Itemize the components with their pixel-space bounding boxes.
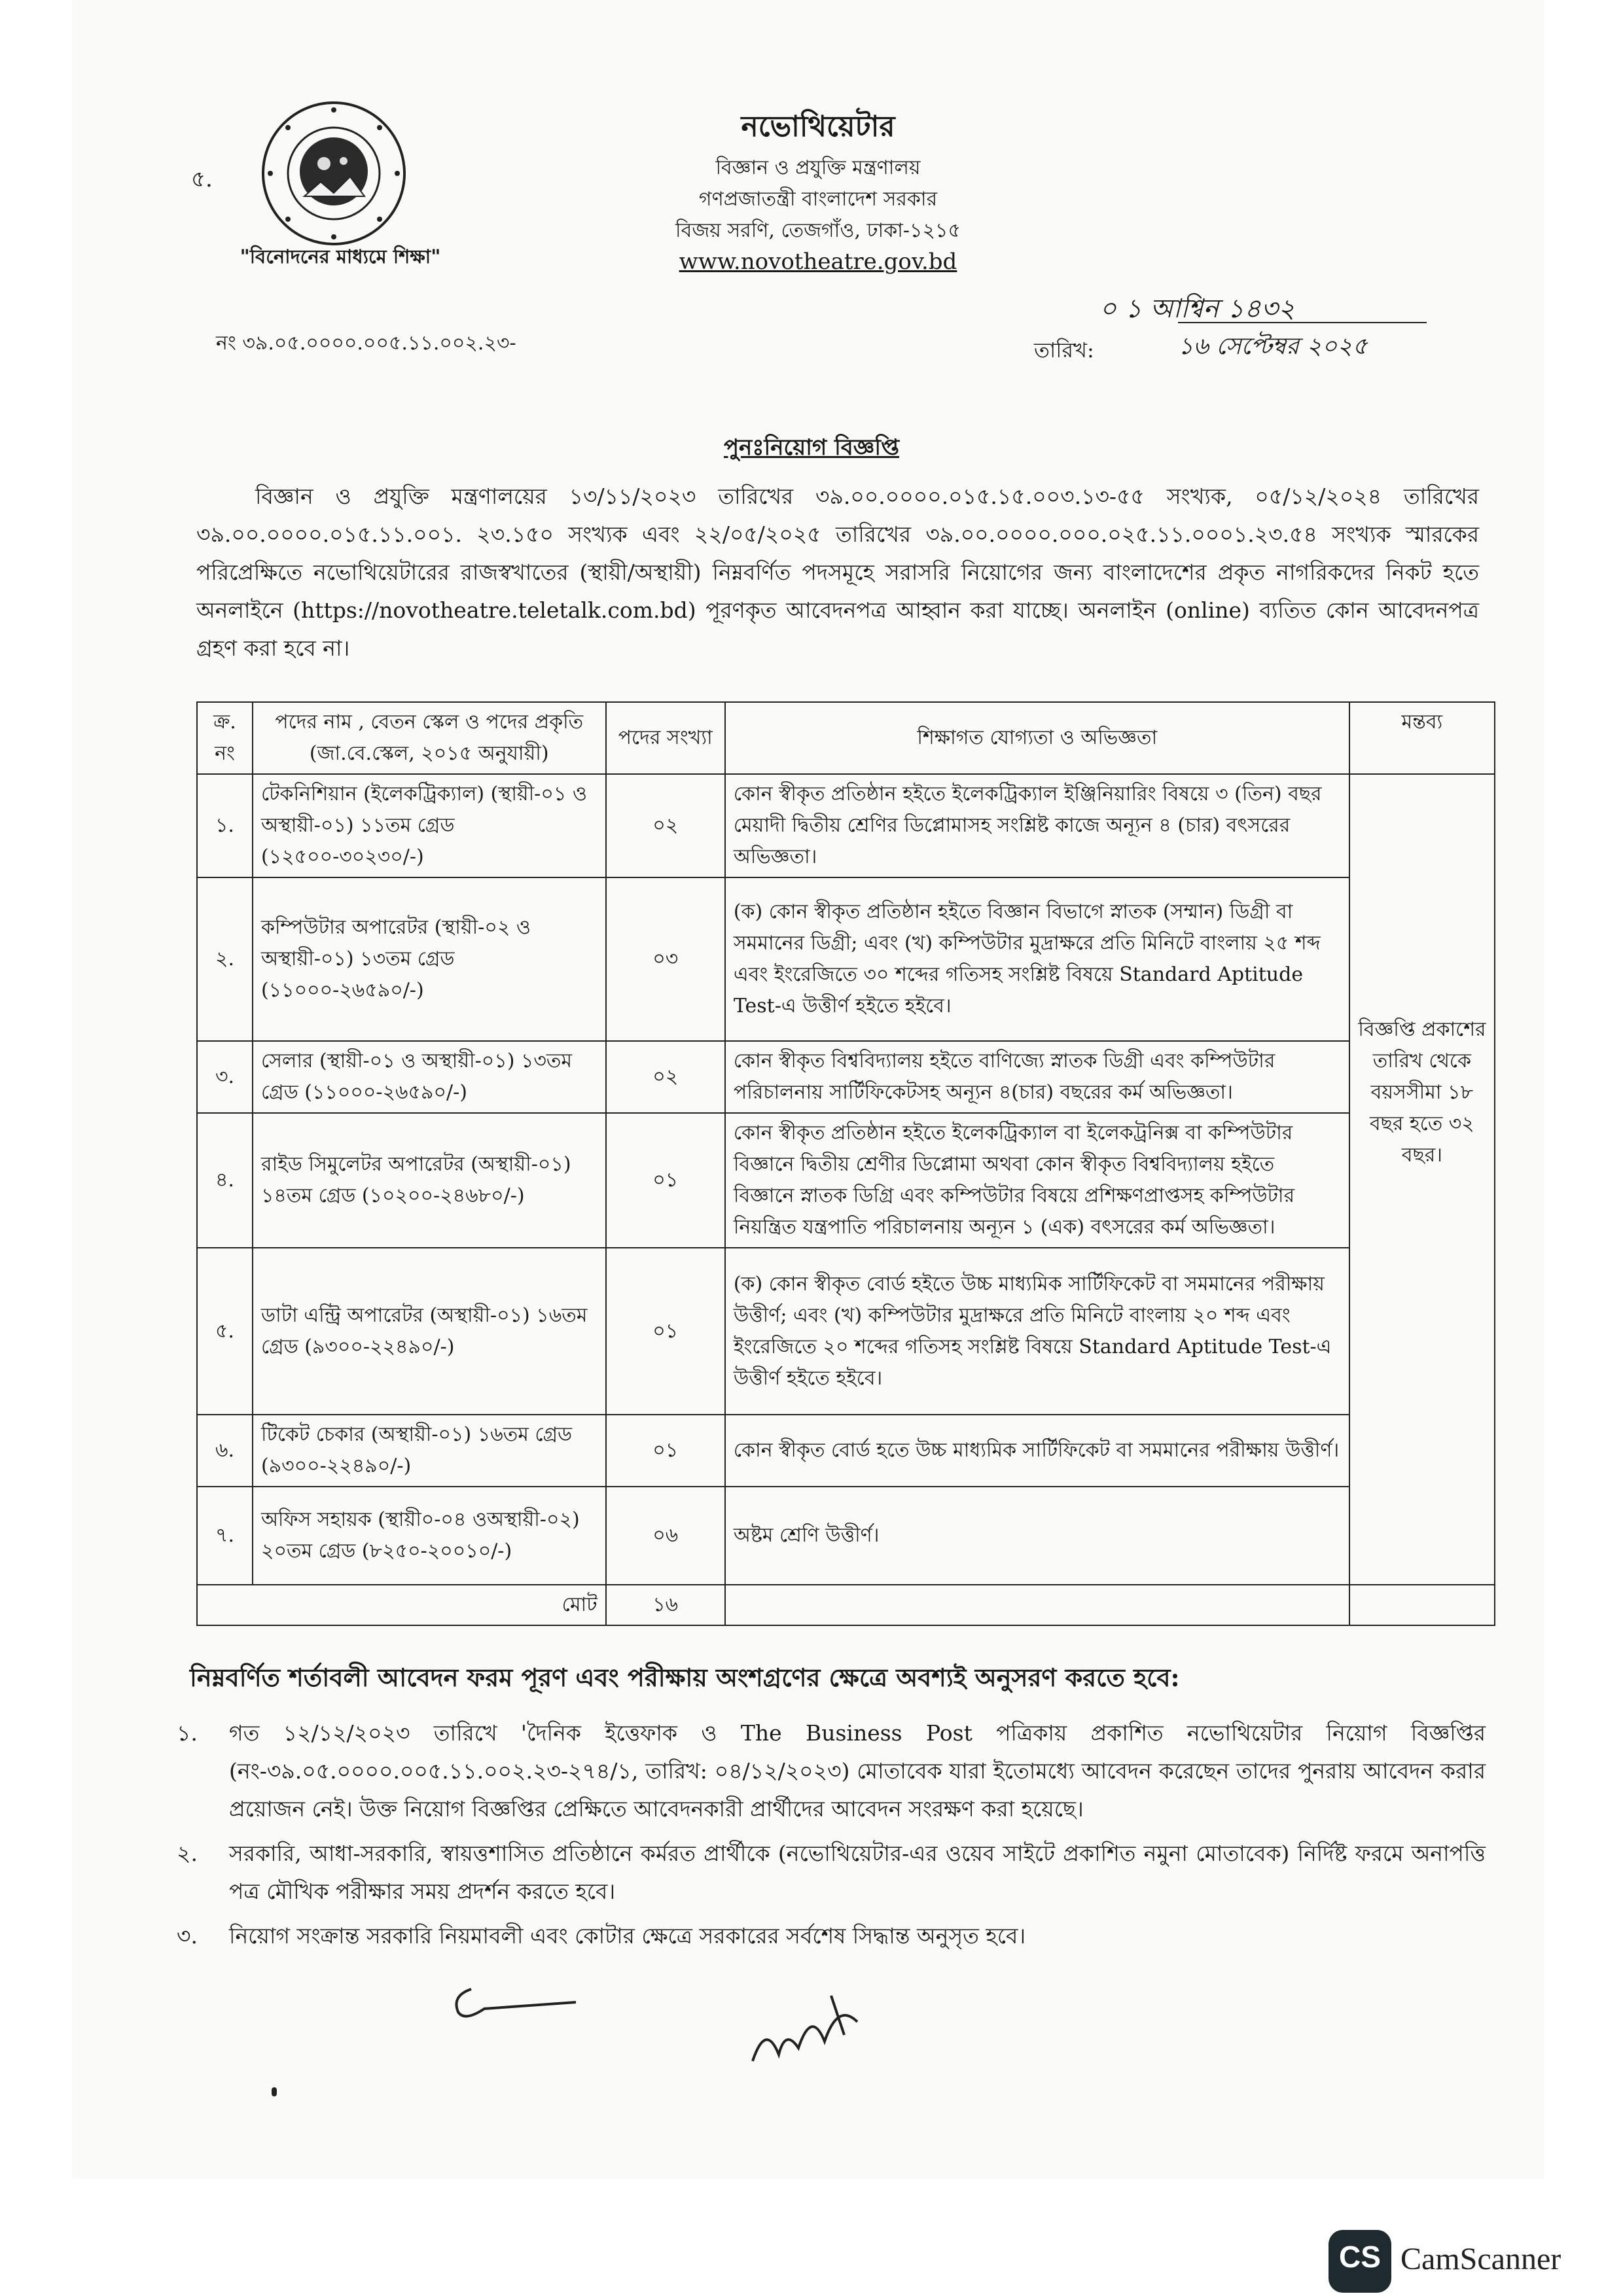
remark-cell	[1349, 774, 1495, 1585]
condition-text: নিয়োগ সংক্রান্ত সরকারি নিয়মাবলী এবং কোটার ক্ষেত্রে সরকারের সর্বশেষ সিদ্ধান্ত অনুসৃত হবে।	[229, 1923, 1026, 1949]
condition-text: সরকারি, আধা-সরকারি, স্বায়ত্তশাসিত প্রতিষ্ঠানে কর্মরত প্রার্থীকে (নভোথিয়েটার-এর ওয়েব সাইটে প্রকাশিত নমুনা মোতাবেক) নির্দিষ্ট ফরমে অনাপত্তি পত্র মৌখিক পরীক্ষার সময় প্রদর্শন করতে হবে।	[229, 1841, 1486, 1904]
remark-text: বিজ্ঞপ্তি প্রকাশের তারিখ থেকে বয়সসীমা ১৮ বছর হতে ৩২ বছর।	[1358, 1018, 1486, 1167]
address: বিজয় সরণি, তেজগাঁও, ঢাকা-১২১৫	[675, 219, 961, 242]
date-label: তারিখ:	[1034, 338, 1094, 362]
date-block	[1034, 288, 1427, 380]
org-name: নভোথিয়েটার	[741, 110, 895, 143]
date-english: ১৬ সেপ্টেম্বর ২০২৫	[1178, 333, 1368, 360]
table-row	[197, 1113, 1495, 1248]
row-post-name: টিকেট চেকার (অস্থায়ী-০১) ১৬তম গ্রেড (৯৩০০-২২৪৯০/-)	[253, 1415, 606, 1487]
motto: "বিনোদনের মাধ্যমে শিক্ষা"	[240, 245, 441, 268]
condition-item	[177, 1917, 1486, 1955]
row-qualification: (ক) কোন স্বীকৃত প্রতিষ্ঠান হইতে বিজ্ঞান বিভাগে স্নাতক (সম্মান) ডিগ্রী বা সমমানের ডিগ্রী; এবং (খ) কম্পিউটার মুদ্রাক্ষরে প্রতি মিনিটে বাংলায় ২৫ শব্দ এবং ইংরেজিতে ৩০ শব্দের গতিসহ সংশ্লিষ্ট বিষয়ে Standard Aptitude Test-এ উত্তীর্ণ হইতে হইবে।	[725, 877, 1349, 1041]
notice-title: পুনঃনিয়োগ বিজ্ঞপ্তি	[723, 434, 900, 461]
row-post-name: ডাটা এন্ট্রি অপারেটর (অস্থায়ী-০১) ১৬তম গ্রেড (৯৩০০-২২৪৯০/-)	[253, 1248, 606, 1415]
date-divider	[1178, 322, 1427, 323]
row-post-name: রাইড সিমুলেটর অপারেটর (অস্থায়ী-০১) ১৪তম গ্রেড (১০২০০-২৪৬৮০/-)	[253, 1113, 606, 1248]
row-count: ০১	[606, 1113, 725, 1248]
total-empty-remark	[1349, 1585, 1495, 1625]
header-qualification: শিক্ষাগত যোগ্যতা ও অভিজ্ঞতা	[725, 702, 1349, 774]
row-post-name: টেকনিশিয়ান (ইলেকট্রিক্যাল) (স্থায়ী-০১ ও অস্থায়ী-০১) ১১তম গ্রেড (১২৫০০-৩০২৩০/-)	[253, 774, 606, 877]
signature-1	[445, 1976, 602, 2038]
row-count: ০১	[606, 1415, 725, 1487]
row-post-name: সেলার (স্থায়ী-০১ ও অস্থায়ী-০১) ১৩তম গ্রেড (১১০০০-২৬৫৯০/-)	[253, 1041, 606, 1113]
signature-2	[746, 1983, 877, 2077]
government-name: গণপ্রজাতন্ত্রী বাংলাদেশ সরকার	[698, 188, 938, 211]
total-spacer	[197, 1585, 253, 1625]
reference-number: নং ৩৯.০৫.০০০০.০০৫.১১.০০২.২৩-	[216, 332, 516, 355]
row-post-name: অফিস সহায়ক (স্থায়ী০-০৪ ওঅস্থায়ী-০২) ২০তম গ্রেড (৮২৫০-২০০১০/-)	[253, 1487, 606, 1585]
table-row	[197, 877, 1495, 1041]
table-row	[197, 1041, 1495, 1113]
row-count: ০১	[606, 1248, 725, 1415]
header-post-name: পদের নাম , বেতন স্কেল ও পদের প্রকৃতি (জা.বে.স্কেল, ২০১৫ অনুযায়ী)	[253, 702, 606, 774]
condition-number: ২.	[177, 1841, 198, 1866]
row-qualification: কোন স্বীকৃত প্রতিষ্ঠান হইতে ইলেকট্রিক্যাল বা ইলেকট্রনিক্স বা কম্পিউটার বিজ্ঞানে দ্বিতীয় শ্রেণীর ডিপ্লোমা অথবা কোন স্বীকৃত বিশ্ববিদ্যালয় হইতে বিজ্ঞানে স্নাতক ডিগ্রি এবং কম্পিউটার বিষয়ে প্রশিক্ষণপ্রাপ্তসহ কম্পিউটার নিয়ন্ত্রিত যন্ত্রপাতি পরিচালনায় অন্যূন ১ (এক) বৎসরের কর্ম অভিজ্ঞতা।	[725, 1113, 1349, 1248]
row-qualification: কোন স্বীকৃত প্রতিষ্ঠান হইতে ইলেকট্রিক্যাল ইঞ্জিনিয়ারিং বিষয়ে ৩ (তিন) বছর মেয়াদী দ্বিতীয় শ্রেণির ডিপ্লোমাসহ সংশ্লিষ্ট কাজে অন্যূন ৪ (চার) বৎসরের অভিজ্ঞতা।	[725, 774, 1349, 877]
condition-text: গত ১২/১২/২০২৩ তারিখে 'দৈনিক ইত্তেফাক ও The Business Post পত্রিকায় প্রকাশিত নভোথিয়েটার নিয়োগ বিজ্ঞপ্তির (নং-৩৯.০৫.০০০০.০০৫.১১.০০২.২৩-২৭৪/১, তারিখ: ০৪/১২/২০২৩) মোতাবেক যারা ইতোমধ্যে আবেদন করেছেন তাদের পুনরায় আবেদন করার প্রয়োজন নেই। উক্ত নিয়োগ বিজ্ঞপ্তির প্রেক্ষিতে আবেদনকারী প্রার্থীদের আবেদন সংরক্ষণ করা হয়েছে।	[229, 1720, 1486, 1822]
row-qualification: কোন স্বীকৃত বোর্ড হতে উচ্চ মাধ্যমিক সার্টিফিকেট বা সমমানের পরীক্ষায় উত্তীর্ণ।	[725, 1415, 1349, 1487]
row-sl: ৭.	[197, 1487, 253, 1585]
camscanner-watermark: CamScanner	[1400, 2242, 1561, 2276]
conditions-list	[177, 1714, 1486, 1962]
row-count: ০৬	[606, 1487, 725, 1585]
condition-item	[177, 1714, 1486, 1828]
ink-dot	[272, 2087, 277, 2096]
table-header-row	[197, 702, 1495, 774]
header-remark: মন্তব্য	[1349, 702, 1495, 774]
row-qualification: কোন স্বীকৃত বিশ্ববিদ্যালয় হইতে বাণিজ্যে স্নাতক ডিগ্রী এবং কম্পিউটার পরিচালনায় সার্টিফিকেটসহ অন্যূন ৪(চার) বছরের কর্ম অভিজ্ঞতা।	[725, 1041, 1349, 1113]
total-label: মোট	[253, 1585, 606, 1625]
row-post-name: কম্পিউটার অপারেটর (স্থায়ী-০২ ও অস্থায়ী-০১) ১৩তম গ্রেড (১১০০০-২৬৫৯০/-)	[253, 877, 606, 1041]
condition-number: ৩.	[177, 1923, 198, 1949]
table-row	[197, 1487, 1495, 1585]
table-total-row	[197, 1585, 1495, 1625]
ministry-name: বিজ্ঞান ও প্রযুক্তি মন্ত্রণালয়	[715, 156, 921, 179]
condition-item	[177, 1835, 1486, 1911]
header-sl: ক্র. নং	[197, 702, 253, 774]
intro-paragraph	[196, 478, 1479, 667]
row-count: ০২	[606, 1041, 725, 1113]
date-bangla: ০ ১ আশ্বিন ১৪৩২	[1099, 294, 1295, 324]
table-row	[197, 1248, 1495, 1415]
total-empty	[725, 1585, 1349, 1625]
intro-text: বিজ্ঞান ও প্রযুক্তি মন্ত্রণালয়ের ১৩/১১/২০২৩ তারিখের ৩৯.০০.০০০০.০১৫.১৫.০০৩.১৩-৫৫ সংখ্যক, ০৫/১২/২০২৪ তারিখের ৩৯.০০.০০০০.০১৫.১১.০০১. ২৩.১৫০ সংখ্যক এবং ২২/০৫/২০২৫ তারিখের ৩৯.০০.০০০০.০০০.০২৫.১১.০০০১.২৩.৫৪ সংখ্যক স্মারকের পরিপ্রেক্ষিতে নভোথিয়েটারের রাজস্বখাতের (স্থায়ী/অস্থায়ী) নিম্নবর্ণিত পদসমূহে সরাসরি নিয়োগের জন্য বাংলাদেশের প্রকৃত নাগরিকদের নিকট হতে অনলাইনে (https://novotheatre.teletalk.com.bd) পূরণকৃত আবেদনপত্র আহ্বান করা যাচ্ছে। অনলাইন (online) ব্যতিত কোন আবেদনপত্র গ্রহণ করা হবে না।	[196, 484, 1479, 661]
row-qualification: (ক) কোন স্বীকৃত বোর্ড হইতে উচ্চ মাধ্যমিক সার্টিফিকেট বা সমমানের পরীক্ষায় উত্তীর্ণ; এবং (খ) কম্পিউটার মুদ্রাক্ষরে প্রতি মিনিটে বাংলায় ২০ শব্দ এবং ইংরেজিতে ২০ শব্দের গতিসহ সংশ্লিষ্ট বিষয়ে Standard Aptitude Test-এ উত্তীর্ণ হইতে হইবে।	[725, 1248, 1349, 1415]
website-link[interactable]: www.novotheatre.gov.bd	[679, 249, 957, 275]
row-sl: ২.	[197, 877, 253, 1041]
row-sl: ৬.	[197, 1415, 253, 1487]
margin-mark: ৫.	[191, 166, 213, 192]
table-row	[197, 1415, 1495, 1487]
camscanner-logo-text: CS	[1339, 2240, 1381, 2274]
camscanner-logo-icon	[1329, 2230, 1391, 2293]
row-qualification: অষ্টম শ্রেণি উত্তীর্ণ।	[725, 1487, 1349, 1585]
row-sl: ৪.	[197, 1113, 253, 1248]
header-count: পদের সংখ্যা	[606, 702, 725, 774]
row-count: ০৩	[606, 877, 725, 1041]
conditions-heading: নিম্নবর্ণিত শর্তাবলী আবেদন ফরম পূরণ এবং পরীক্ষায় অংশগ্রণের ক্ষেত্রে অবশ্যই অনুসরণ করতে হবে:	[190, 1663, 1180, 1692]
posts-table	[196, 701, 1495, 1626]
novotheatre-logo	[259, 98, 409, 249]
row-sl: ৫.	[197, 1248, 253, 1415]
row-sl: ১.	[197, 774, 253, 877]
table-row	[197, 774, 1495, 877]
condition-number: ১.	[177, 1720, 198, 1746]
row-sl: ৩.	[197, 1041, 253, 1113]
row-count: ০২	[606, 774, 725, 877]
total-count: ১৬	[606, 1585, 725, 1625]
